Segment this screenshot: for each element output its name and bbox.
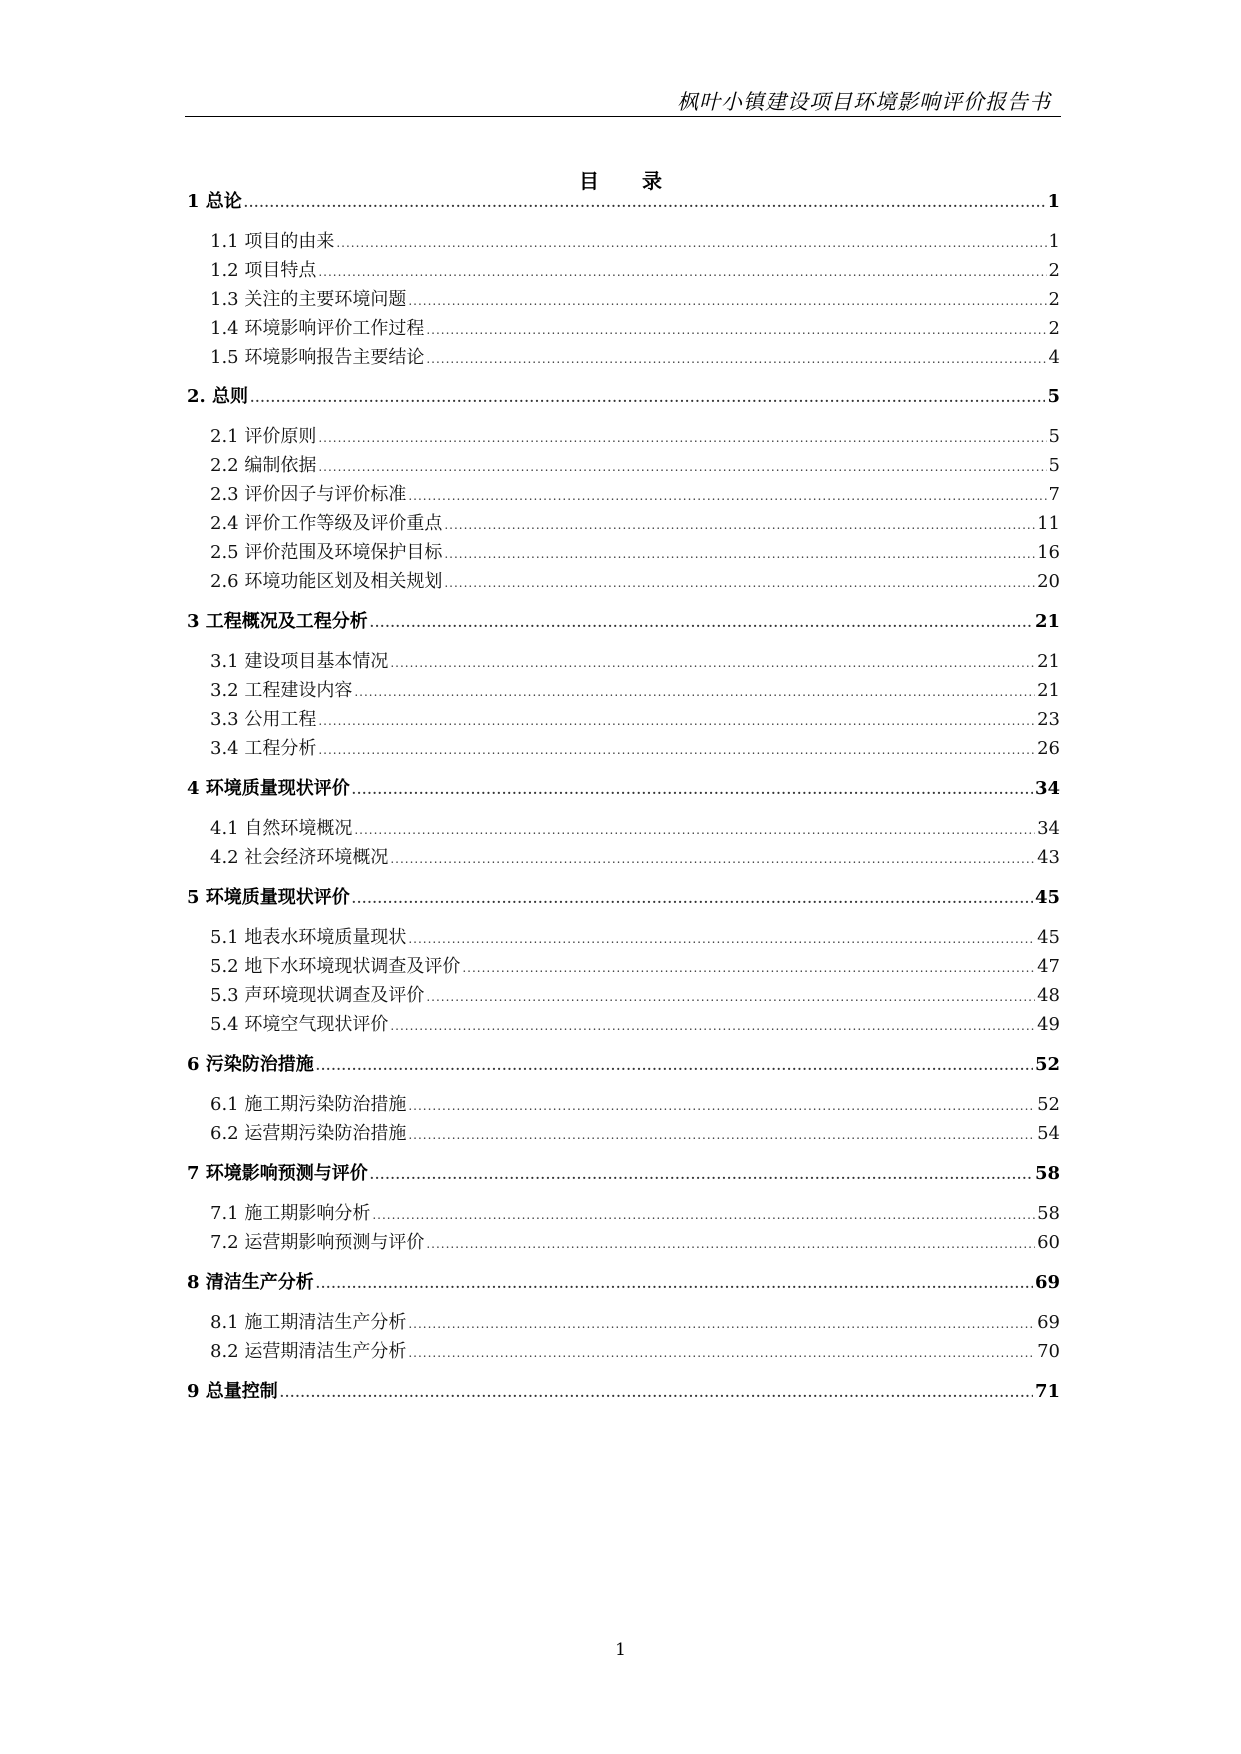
toc-entry-page: 49 <box>1037 1014 1060 1035</box>
toc-section-entry[interactable] <box>210 1310 1060 1336</box>
toc-section-entry[interactable] <box>210 424 1060 450</box>
toc-section-entry[interactable] <box>210 1201 1060 1227</box>
toc-entry-page: 47 <box>1037 956 1060 977</box>
page-number: 1 <box>615 1640 626 1660</box>
toc-entry-label: 3.1 建设项目基本情况 <box>210 651 389 672</box>
toc-section-entry[interactable] <box>210 845 1060 871</box>
toc-entry-page: 2 <box>1048 289 1060 310</box>
toc-entry-label: 2.5 评价范围及环境保护目标 <box>210 542 443 563</box>
toc-dot-leader <box>408 1311 1035 1337</box>
toc-entry-page: 34 <box>1034 778 1060 799</box>
toc-section-entry[interactable] <box>210 511 1060 537</box>
toc-entry-label: 3.3 公用工程 <box>210 709 317 730</box>
toc-entry-page: 71 <box>1034 1381 1060 1402</box>
toc-chapter-entry[interactable] <box>187 1270 1060 1296</box>
toc-section-entry[interactable] <box>210 482 1060 508</box>
toc-dot-leader <box>426 1231 1035 1257</box>
toc-section-entry[interactable] <box>210 258 1060 284</box>
toc-dot-leader <box>354 817 1035 843</box>
toc-entry-page: 21 <box>1037 651 1060 672</box>
toc-entry-label: 5.1 地表水环境质量现状 <box>210 927 407 948</box>
toc-entry-label: 3.2 工程建设内容 <box>210 680 353 701</box>
toc-chapter-entry[interactable] <box>187 1379 1060 1405</box>
toc-dot-leader <box>318 737 1035 763</box>
toc-entry-label: 1.4 环境影响评价工作过程 <box>210 318 425 339</box>
toc-entry-page: 5 <box>1047 386 1060 407</box>
toc-entry-page: 48 <box>1037 985 1060 1006</box>
toc-dot-leader <box>444 570 1035 596</box>
toc-entry-label: 4.1 自然环境概况 <box>210 818 353 839</box>
toc-dot-leader <box>426 317 1046 343</box>
toc-entry-label: 1.2 项目特点 <box>210 260 317 281</box>
toc-section-entry[interactable] <box>210 983 1060 1009</box>
toc-entry-page: 2 <box>1048 260 1060 281</box>
toc-dot-leader <box>408 1093 1035 1119</box>
toc-entry-label: 3 工程概况及工程分析 <box>187 611 368 632</box>
toc-section-entry[interactable] <box>210 707 1060 733</box>
toc-entry-label: 3.4 工程分析 <box>210 738 317 759</box>
toc-section-entry[interactable] <box>210 736 1060 762</box>
document-header-title: 枫叶小镇建设项目环境影响评价报告书 <box>677 90 1051 114</box>
toc-entry-label: 8.1 施工期清洁生产分析 <box>210 1312 407 1333</box>
toc-entry-label: 2. 总则 <box>187 386 249 407</box>
toc-section-entry[interactable] <box>210 1092 1060 1118</box>
toc-entry-page: 4 <box>1048 347 1060 368</box>
toc-entry-label: 6.2 运营期污染防治措施 <box>210 1123 407 1144</box>
toc-dot-leader <box>352 886 1033 912</box>
toc-section-entry[interactable] <box>210 1121 1060 1147</box>
toc-entry-label: 2.2 编制依据 <box>210 455 317 476</box>
toc-dot-leader <box>250 385 1045 411</box>
toc-entry-label: 5.2 地下水环境现状调查及评价 <box>210 956 461 977</box>
toc-entry-label: 5 环境质量现状评价 <box>187 887 350 908</box>
toc-entry-page: 26 <box>1037 738 1060 759</box>
toc-entry-page: 52 <box>1037 1094 1060 1115</box>
toc-dot-leader <box>426 984 1035 1010</box>
toc-dot-leader <box>370 610 1033 636</box>
toc-section-entry[interactable] <box>210 287 1060 313</box>
toc-dot-leader <box>408 483 1046 509</box>
toc-entry-page: 1 <box>1047 191 1060 212</box>
toc-section-entry[interactable] <box>210 1012 1060 1038</box>
toc-chapter-entry[interactable] <box>187 1052 1060 1078</box>
toc-entry-label: 2.4 评价工作等级及评价重点 <box>210 513 443 534</box>
toc-section-entry[interactable] <box>210 569 1060 595</box>
toc-dot-leader <box>318 708 1035 734</box>
toc-dot-leader <box>462 955 1035 981</box>
toc-entry-page: 20 <box>1037 571 1060 592</box>
toc-dot-leader <box>316 1053 1033 1079</box>
toc-entry-page: 21 <box>1037 680 1060 701</box>
toc-entry-label: 4 环境质量现状评价 <box>187 778 350 799</box>
toc-entry-page: 52 <box>1034 1054 1060 1075</box>
toc-entry-label: 2.3 评价因子与评价标准 <box>210 484 407 505</box>
toc-entry-label: 5.3 声环境现状调查及评价 <box>210 985 425 1006</box>
toc-entry-label: 1 总论 <box>187 191 242 212</box>
toc-section-entry[interactable] <box>210 229 1060 255</box>
toc-entry-page: 70 <box>1037 1341 1060 1362</box>
toc-section-entry[interactable] <box>210 678 1060 704</box>
toc-entry-label: 7.2 运营期影响预测与评价 <box>210 1232 425 1253</box>
toc-dot-leader <box>444 541 1035 567</box>
toc-dot-leader <box>280 1380 1033 1406</box>
toc-chapter-entry[interactable] <box>187 1161 1060 1187</box>
toc-entry-page: 69 <box>1037 1312 1060 1333</box>
toc-entry-page: 54 <box>1037 1123 1060 1144</box>
toc-entry-page: 58 <box>1037 1203 1060 1224</box>
toc-section-entry[interactable] <box>210 1339 1060 1365</box>
toc-dot-leader <box>408 1122 1035 1148</box>
toc-chapter-entry[interactable] <box>187 189 1060 215</box>
toc-title: 目 录 <box>579 169 680 193</box>
toc-entry-label: 1.1 项目的由来 <box>210 231 335 252</box>
toc-section-entry[interactable] <box>210 954 1060 980</box>
toc-entry-page: 16 <box>1037 542 1060 563</box>
toc-dot-leader <box>390 1013 1035 1039</box>
toc-dot-leader <box>244 190 1046 216</box>
toc-entry-page: 45 <box>1034 887 1060 908</box>
toc-entry-label: 1.3 关注的主要环境问题 <box>210 289 407 310</box>
toc-entry-page: 69 <box>1034 1272 1060 1293</box>
toc-entry-page: 58 <box>1034 1163 1060 1184</box>
toc-dot-leader <box>370 1162 1033 1188</box>
toc-chapter-entry[interactable] <box>187 776 1060 802</box>
toc-entry-page: 5 <box>1048 455 1060 476</box>
toc-entry-label: 5.4 环境空气现状评价 <box>210 1014 389 1035</box>
toc-dot-leader <box>444 512 1035 538</box>
toc-section-entry[interactable] <box>210 453 1060 479</box>
toc-dot-leader <box>408 1340 1035 1366</box>
toc-dot-leader <box>390 846 1035 872</box>
toc-entry-page: 5 <box>1048 426 1060 447</box>
toc-entry-page: 1 <box>1048 231 1060 252</box>
toc-section-entry[interactable] <box>210 345 1060 371</box>
toc-dot-leader <box>318 259 1046 285</box>
toc-dot-leader <box>352 777 1033 803</box>
toc-section-entry[interactable] <box>210 649 1060 675</box>
toc-dot-leader <box>372 1202 1035 1228</box>
toc-section-entry[interactable] <box>210 816 1060 842</box>
toc-entry-label: 4.2 社会经济环境概况 <box>210 847 389 868</box>
toc-dot-leader <box>336 230 1046 256</box>
toc-entry-page: 45 <box>1037 927 1060 948</box>
toc-dot-leader <box>354 679 1035 705</box>
toc-section-entry[interactable] <box>210 1230 1060 1256</box>
toc-section-entry[interactable] <box>210 925 1060 951</box>
toc-chapter-entry[interactable] <box>187 609 1060 635</box>
toc-entry-page: 2 <box>1048 318 1060 339</box>
toc-dot-leader <box>318 425 1046 451</box>
toc-entry-page: 7 <box>1048 484 1060 505</box>
toc-entry-label: 1.5 环境影响报告主要结论 <box>210 347 425 368</box>
toc-dot-leader <box>408 926 1035 952</box>
toc-section-entry[interactable] <box>210 316 1060 342</box>
toc-entry-label: 8.2 运营期清洁生产分析 <box>210 1341 407 1362</box>
toc-entry-page: 11 <box>1037 513 1060 534</box>
toc-entry-page: 43 <box>1037 847 1060 868</box>
toc-chapter-entry[interactable] <box>187 384 1060 410</box>
toc-entry-label: 6.1 施工期污染防治措施 <box>210 1094 407 1115</box>
toc-chapter-entry[interactable] <box>187 885 1060 911</box>
toc-entry-label: 2.1 评价原则 <box>210 426 317 447</box>
toc-entry-page: 23 <box>1037 709 1060 730</box>
toc-entry-page: 34 <box>1037 818 1060 839</box>
toc-section-entry[interactable] <box>210 540 1060 566</box>
toc-entry-label: 7.1 施工期影响分析 <box>210 1203 371 1224</box>
toc-dot-leader <box>318 454 1046 480</box>
toc-entry-page: 60 <box>1037 1232 1060 1253</box>
toc-entry-label: 8 清洁生产分析 <box>187 1272 314 1293</box>
toc-dot-leader <box>408 288 1046 314</box>
toc-dot-leader <box>390 650 1035 676</box>
toc-entry-label: 9 总量控制 <box>187 1381 278 1402</box>
toc-dot-leader <box>426 346 1046 372</box>
toc-entry-label: 2.6 环境功能区划及相关规划 <box>210 571 443 592</box>
toc-entry-page: 21 <box>1034 611 1060 632</box>
toc-entry-label: 7 环境影响预测与评价 <box>187 1163 368 1184</box>
toc-entry-label: 6 污染防治措施 <box>187 1054 314 1075</box>
toc-dot-leader <box>316 1271 1033 1297</box>
